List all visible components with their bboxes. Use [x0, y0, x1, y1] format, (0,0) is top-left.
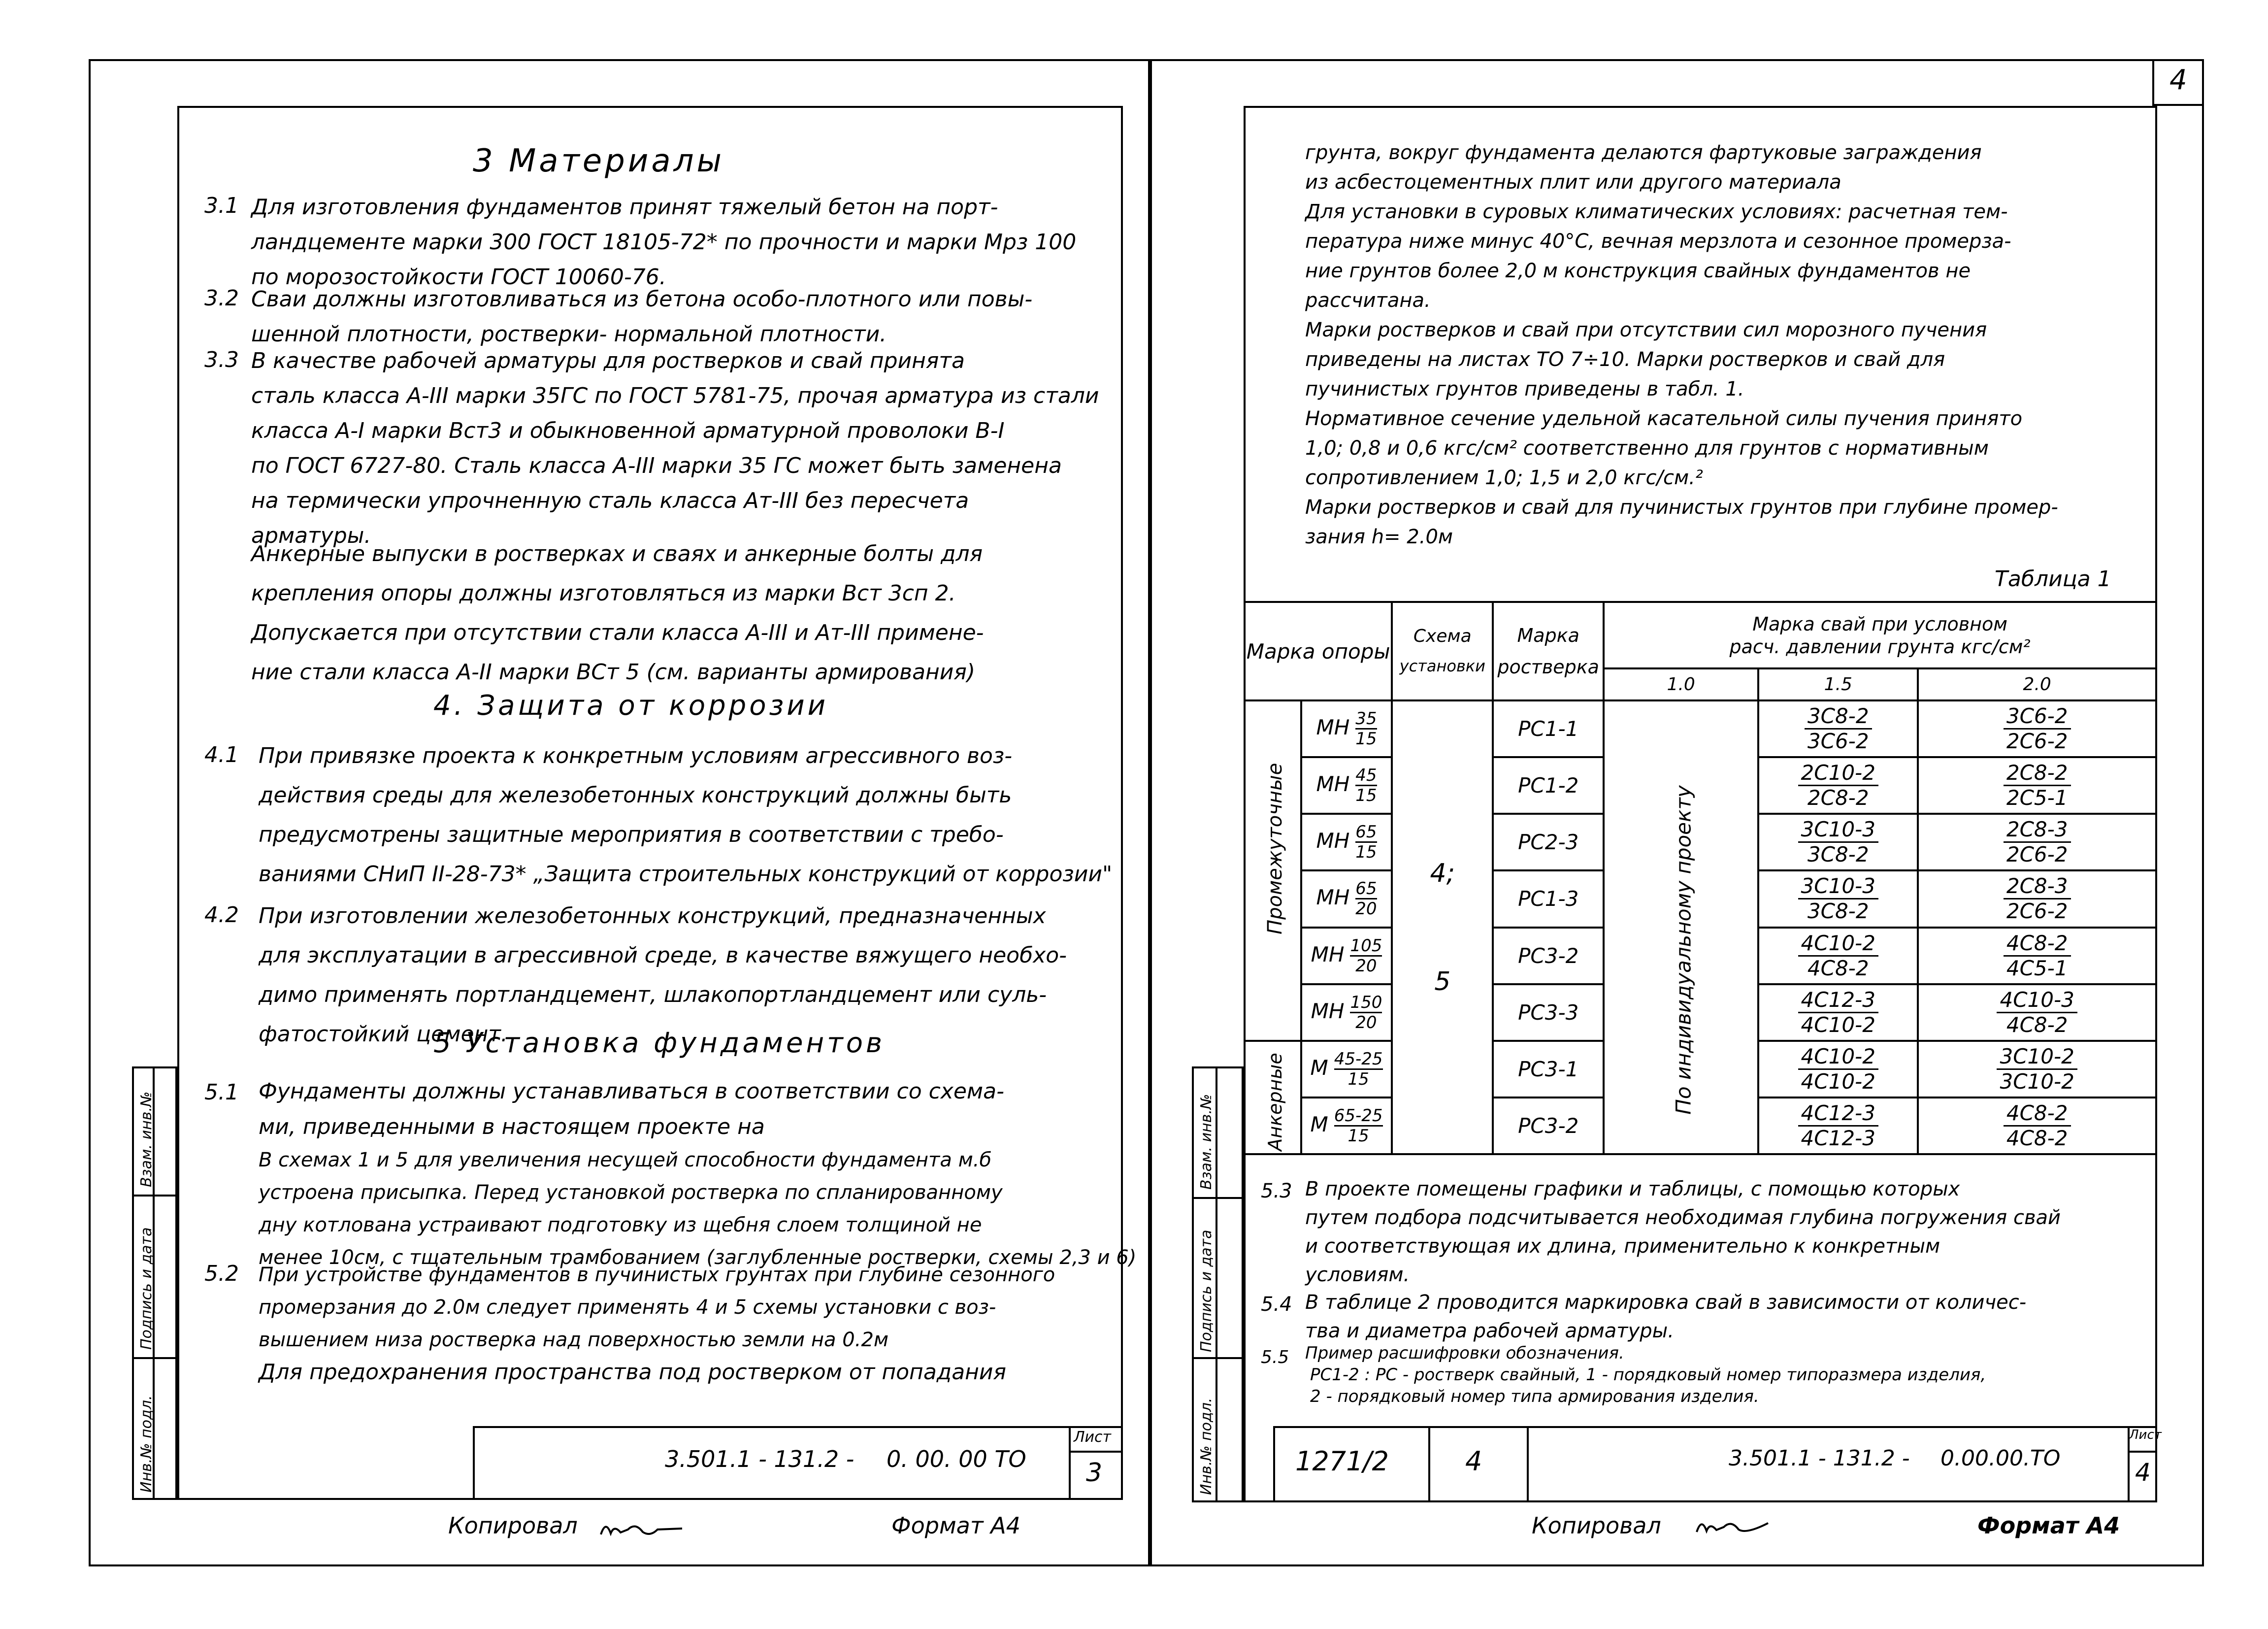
table-row: МН $\frac{45}{15}$ РС1-2 $\frac{2С10-2}{2С8-2}$ $\frac{2С8-2}{2С5-1}$	[1245, 757, 2156, 814]
paragraph-5-5: Пример расшифровки обозначения. РС1-2 : РС - ростверк свайный, 1 - порядковый номер типоразмера изделия, 2 - порядковый номер типа армирования изделия.	[1305, 1343, 1986, 1406]
paragraph-5-2: При устройстве фундаментов в пучинистых грунтах при глубине сезонного промерзания до 2.0м следует применять 4 и 5 схемы установки с воз- вышением низа ростверка над поверхностью земли на 0.2м Для предохранения пространства под ростверком от попадания	[259, 1263, 1055, 1385]
paragraph-5-1-b: В схемах 1 и 5 для увеличения несущей способности фундамента м.б устроена присыпка. Перед установкой ростверка по спланированному дну котлована устраивают подготовку из щебня слоем толщиной не менее 10см, с тщательным трамбованием (заглубленные ростверки, схемы 2,3 и 6)	[259, 1149, 1137, 1269]
individual-project: По индивидуальному проекту	[1671, 785, 1696, 1115]
right-list-label: Лист	[2129, 1428, 2162, 1442]
section-5-title: 5 Установка фундаментов	[433, 1027, 885, 1059]
right-copied-label: Копировал	[1532, 1512, 1661, 1539]
right-format-label: Формат А4	[1977, 1512, 2120, 1539]
header-p15: 1.5	[1758, 668, 1918, 700]
left-doc-code: 3.501.1 - 131.2 -	[665, 1446, 855, 1472]
paragraph-4-2: При изготовлении железобетонных конструкций, предназначенных для эксплуатации в агрессивной среде, в качестве вяжущего необхо- димо применять портландцемент, шлакопортландцемент или суль- фатостойкий цемент.	[259, 903, 1067, 1047]
section-4-title: 4. Защита от коррозии	[433, 690, 829, 722]
paragraph-3-3: В качестве рабочей арматуры для ростверков и свай принята сталь класса А-III марки 35ГС по ГОСТ 5781-75, прочая арматура из стали класса А-I марки Вст3 и обыкновенной арматурной проволоки В-I по ГОСТ 6727-80. Сталь класса А-III марки 35 ГС может быть заменена на термически упрочненную сталь класса Ат-III без пересчета арматуры.	[251, 348, 1099, 548]
right-side-podp: Подпись и дата	[1198, 1230, 1215, 1352]
header-p20: 2.0	[1918, 668, 2156, 700]
header-rostverk: Марка ростверка	[1493, 602, 1604, 700]
group-intermediate: Промежуточные	[1264, 763, 1286, 935]
right-inventory-number: 1271/2	[1295, 1446, 1389, 1477]
page-number: 4	[2169, 64, 2187, 96]
table-row: МН $\frac{105}{20}$ РС3-2 $\frac{4С10-2}{4С8-2}$ $\frac{4С8-2}{4С5-1}$	[1245, 928, 2156, 984]
table-row: Анкерные М $\frac{45-25}{15}$ РС3-1 $\frac{4С10-2}{4С10-2}$ $\frac{3С10-2}{3С10-2}$	[1245, 1041, 2156, 1097]
left-signature	[598, 1515, 687, 1544]
left-side-podp: Подпись и дата	[138, 1227, 155, 1350]
header-p10: 1.0	[1604, 668, 1758, 700]
table-row: МН $\frac{65}{15}$ РС2-3 $\frac{3С10-3}{3С8-2}$ $\frac{2С8-3}{2С6-2}$	[1245, 814, 2156, 870]
left-format-label: Формат А4	[891, 1512, 1020, 1539]
table-row: М $\frac{65-25}{15}$ РС3-2 $\frac{4С12-3}{4С12-3}$ $\frac{4С8-2}{4С8-2}$	[1245, 1097, 2156, 1154]
left-list-label: Лист	[1074, 1429, 1112, 1446]
group-anchor: Анкерные	[1264, 1052, 1286, 1151]
paragraph-continuation: грунта, вокруг фундамента делаются фартуковые заграждения из асбестоцементных плит или другого материала Для установки в суровых климатических условиях: расчетная тем- пература ниже минус 40°С, вечная мерзлота и сезонное промерза- ние грунтов более 2,0 м конструкция свайных фундаментов не рассчитана. Марки ростверков и свай при отсутствии сил морозного пучения приведены на листах ТО 7÷10. Марки ростверков и свай для пучинистых грунтов приведены в табл. 1. Нормативное сечение удельной касательной силы пучения принято 1,0; 0,8 и 0,6 кгс/см² соответственно для грунтов с нормативным сопротивлением 1,0; 1,5 и 2,0 кгс/см.² Марки ростверков и свай для пучинистых грунтов при глубине промер- зания h= 2.0м	[1305, 141, 2058, 548]
paragraph-3-3-anchors: Анкерные выпуски в ростверках и сваях и анкерные болты для крепления опоры должны изготовляться из марки Вст 3сп 2.	[251, 541, 983, 606]
paragraph-5-3: В проекте помещены графики и таблицы, с помощью которых путем подбора подсчитывается необходимая глубина погружения свай и соответствующая их длина, применительно к конкретным условиям.	[1305, 1178, 2061, 1286]
paragraph-4-1: При привязке проекта к конкретным условиям агрессивного воз- действия среды для железобетонных конструкций должны быть предусмотрены защитные мероприятия в соответствии с требо- ваниями СНиП II-28-73* „Защита строительных конструкций от коррозии"	[259, 743, 1113, 887]
right-stamp-n: 4	[1465, 1446, 1482, 1477]
paragraph-5-4: В таблице 2 проводится маркировка свай в зависимости от количес- тва и диаметра рабочей арматуры.	[1305, 1291, 2027, 1342]
right-side-inv: Инв.№ подл.	[1198, 1397, 1215, 1495]
header-schema: Схема установки	[1392, 602, 1493, 700]
right-doc-number: 0.00.00.ТО	[1940, 1446, 2061, 1471]
right-list-number: 4	[2135, 1458, 2151, 1487]
right-side-vzam: Взам. инв.№	[1198, 1094, 1215, 1190]
left-list-number: 3	[1086, 1458, 1103, 1488]
paragraph-3-1: Для изготовления фундаментов принят тяжелый бетон на порт- ландцементе марки 300 ГОСТ 18105-72* по прочности и марки Мрз 100 по морозостойкости ГОСТ 10060-76.	[251, 195, 1077, 290]
table-1	[1244, 601, 2157, 1155]
section-3-title: 3 Материалы	[473, 143, 725, 179]
right-signature	[1694, 1512, 1773, 1542]
header-svai: Марка свай при условном расч. давлении грунта кгс/см²	[1604, 602, 2156, 668]
left-doc-number: 0. 00. 00 ТО	[887, 1446, 1026, 1472]
left-copied-label: Копировал	[448, 1512, 578, 1539]
table-row: МН $\frac{65}{20}$ РС1-3 $\frac{3С10-3}{3С8-2}$ $\frac{2С8-3}{2С6-2}$	[1245, 870, 2156, 927]
header-marka-opory: Марка опоры	[1245, 602, 1392, 700]
left-side-vzam: Взам. инв.№	[138, 1091, 155, 1187]
left-side-inv: Инв.№ подл.	[138, 1395, 155, 1493]
paragraph-3-3-allow: Допускается при отсутствии стали класса А-III и Ат-III примене- ние стали класса А-II марки ВСт 5 (см. варианты армирования)	[251, 620, 984, 685]
right-doc-code: 3.501.1 - 131.2 -	[1729, 1446, 1910, 1471]
paragraph-5-1: Фундаменты должны устанавливаться в соответствии со схема- ми, приведенными в настоящем проекте на	[259, 1079, 1004, 1139]
table-row: Промежуточные МН $\frac{35}{15}$ 4; 5 РС1-1 По индивидуальному проекту $\frac{3С8-2}{3С6-2}$ $\frac{3С6-2}{2С6-2}$	[1245, 700, 2156, 757]
table-row: МН $\frac{150}{20}$ РС3-3 $\frac{4С12-3}{4С10-2}$ $\frac{4С10-3}{4С8-2}$	[1245, 984, 2156, 1041]
paragraph-3-2: Сваи должны изготовливаться из бетона особо-плотного или повы- шенной плотности, ростверки- нормальной плотности.	[251, 287, 1033, 347]
schema-cell: 4; 5	[1392, 700, 1493, 1154]
table-caption: Таблица 1	[1995, 566, 2111, 592]
